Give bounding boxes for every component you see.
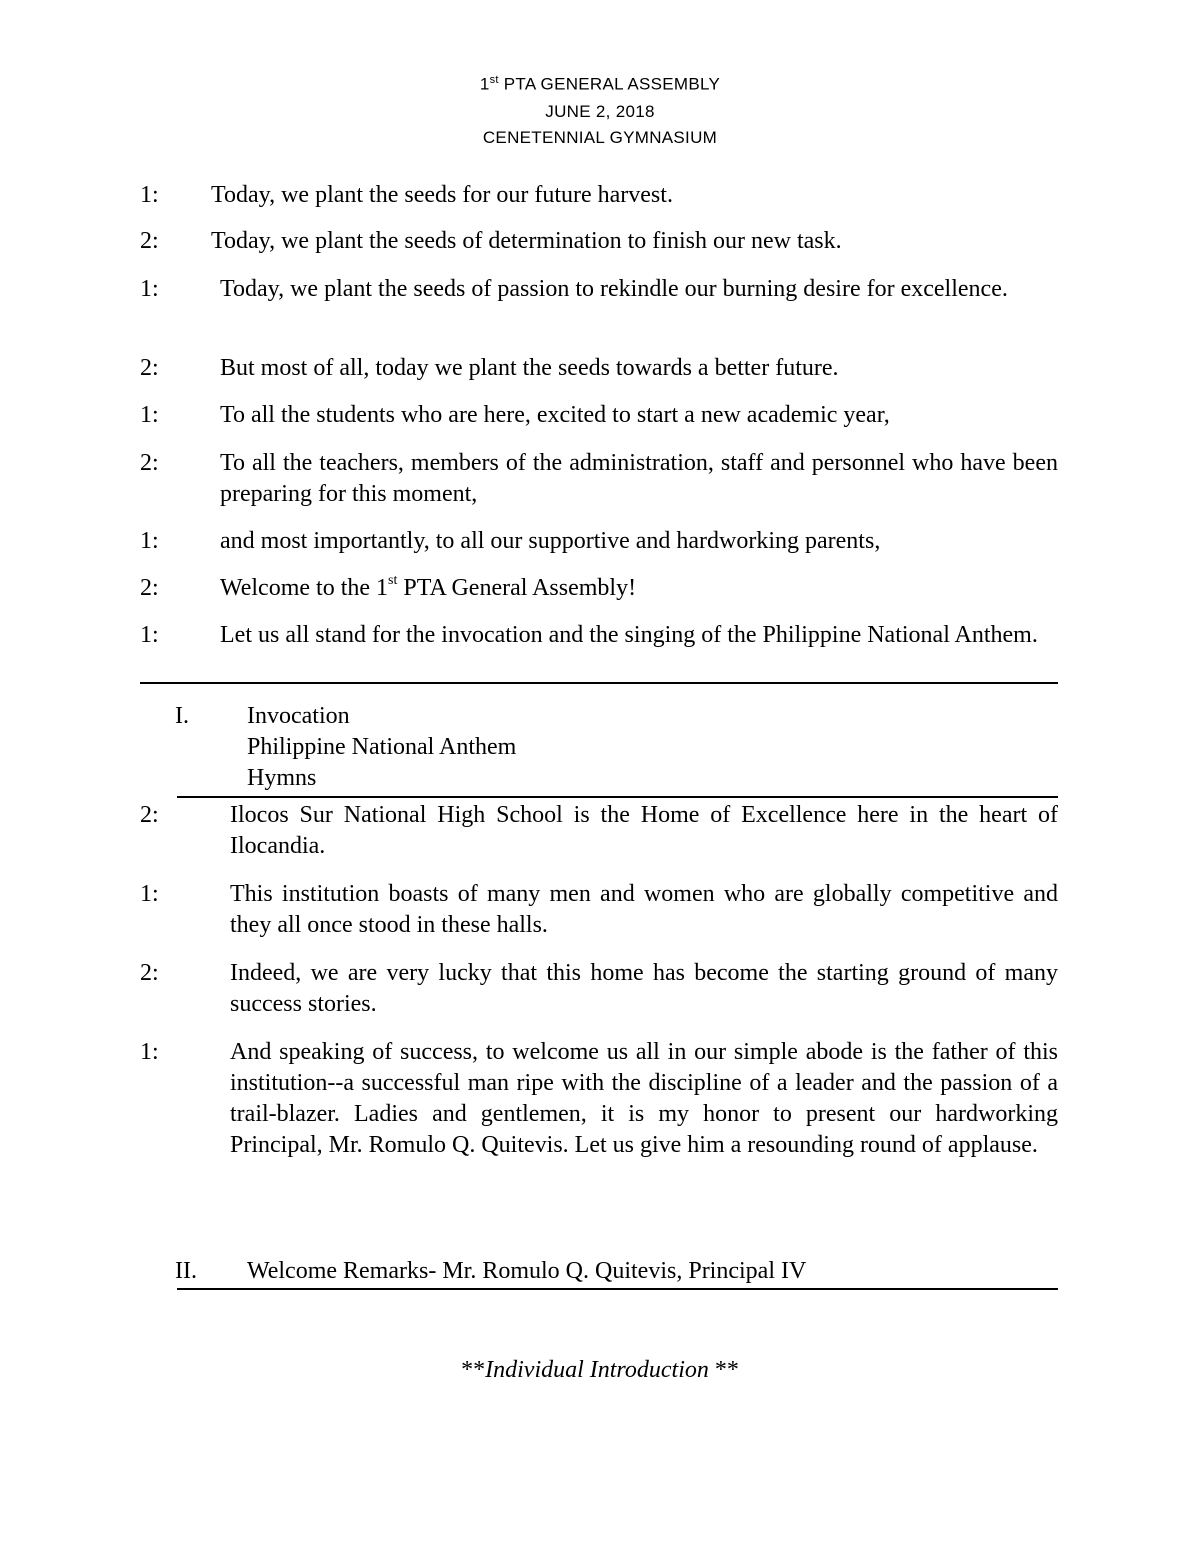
speaker-label: 2: — [140, 355, 159, 381]
script-text: To all the teachers, members of the administration, staff and personnel who have been preparing for this moment, — [220, 450, 1058, 507]
script-text: But most of all, today we plant the seeds towards a better future. — [220, 355, 839, 381]
speaker-label: 1: — [140, 182, 159, 208]
document-venue: CENETENNIAL GYMNASIUM — [482, 128, 718, 147]
speaker-label: 2: — [140, 802, 159, 828]
speaker-label: 1: — [140, 622, 159, 648]
script-text: Indeed, we are very lucky that this home has become the starting ground of many success stories. — [230, 960, 1058, 1017]
speaker-label: 1: — [140, 881, 159, 907]
program-item: Invocation — [247, 703, 350, 729]
title-ordinal: 1 — [479, 74, 490, 94]
script-text: Today, we plant the seeds for our future harvest. — [211, 182, 673, 208]
script-text: Today, we plant the seeds of determination to finish our new task. — [211, 228, 842, 254]
program-item: Hymns — [247, 765, 317, 791]
section-divider — [177, 1288, 1058, 1290]
script-text: Today, we plant the seeds of passion to rekindle our burning desire for excellence. — [220, 276, 1008, 302]
script-text: This institution boasts of many men and women who are globally competitive and they all once stood in these halls. — [230, 881, 1058, 938]
script-text: Ilocos Sur National High School is the Home of Excellence here in the heart of Ilocandia. — [230, 802, 1058, 859]
script-text: and most importantly, to all our supportive and hardworking parents, — [220, 528, 881, 554]
section-divider — [140, 682, 1058, 684]
speaker-label: 1: — [140, 276, 159, 302]
title-ordinal-suffix: st — [489, 74, 499, 86]
document-date: JUNE 2, 2018 — [545, 102, 655, 121]
title-text: PTA GENERAL ASSEMBLY — [498, 74, 721, 94]
script-text: Welcome to the 1st PTA General Assembly! — [220, 573, 637, 601]
document-title — [0, 74, 1200, 95]
speaker-label: 2: — [140, 450, 159, 476]
program-item: Philippine National Anthem — [247, 734, 517, 760]
script-text: And speaking of success, to welcome us all in our simple abode is the father of this institution--a successful man ripe with the discipline of a leader and the passion of a trail-blazer. Ladies and gentlemen, it is my honor to present our hardworking Principal, Mr. Romulo Q. Quitevis. Let us give him a resounding round of applause. — [230, 1039, 1058, 1158]
script-text: To all the students who are here, excited to start a new academic year, — [220, 402, 890, 428]
speaker-label: 2: — [140, 960, 159, 986]
speaker-label: 1: — [140, 528, 159, 554]
speaker-label: 1: — [140, 402, 159, 428]
section-divider — [177, 796, 1058, 798]
speaker-label: 2: — [140, 228, 159, 254]
program-item: Welcome Remarks- Mr. Romulo Q. Quitevis, Principal IV — [247, 1258, 807, 1284]
program-numeral: I. — [175, 703, 189, 729]
speaker-label: 1: — [140, 1039, 159, 1065]
script-text: Let us all stand for the invocation and the singing of the Philippine National Anthem. — [220, 622, 1038, 648]
individual-introduction-note: **Individual Introduction ** — [461, 1357, 739, 1383]
program-numeral: II. — [175, 1258, 197, 1284]
speaker-label: 2: — [140, 575, 159, 601]
